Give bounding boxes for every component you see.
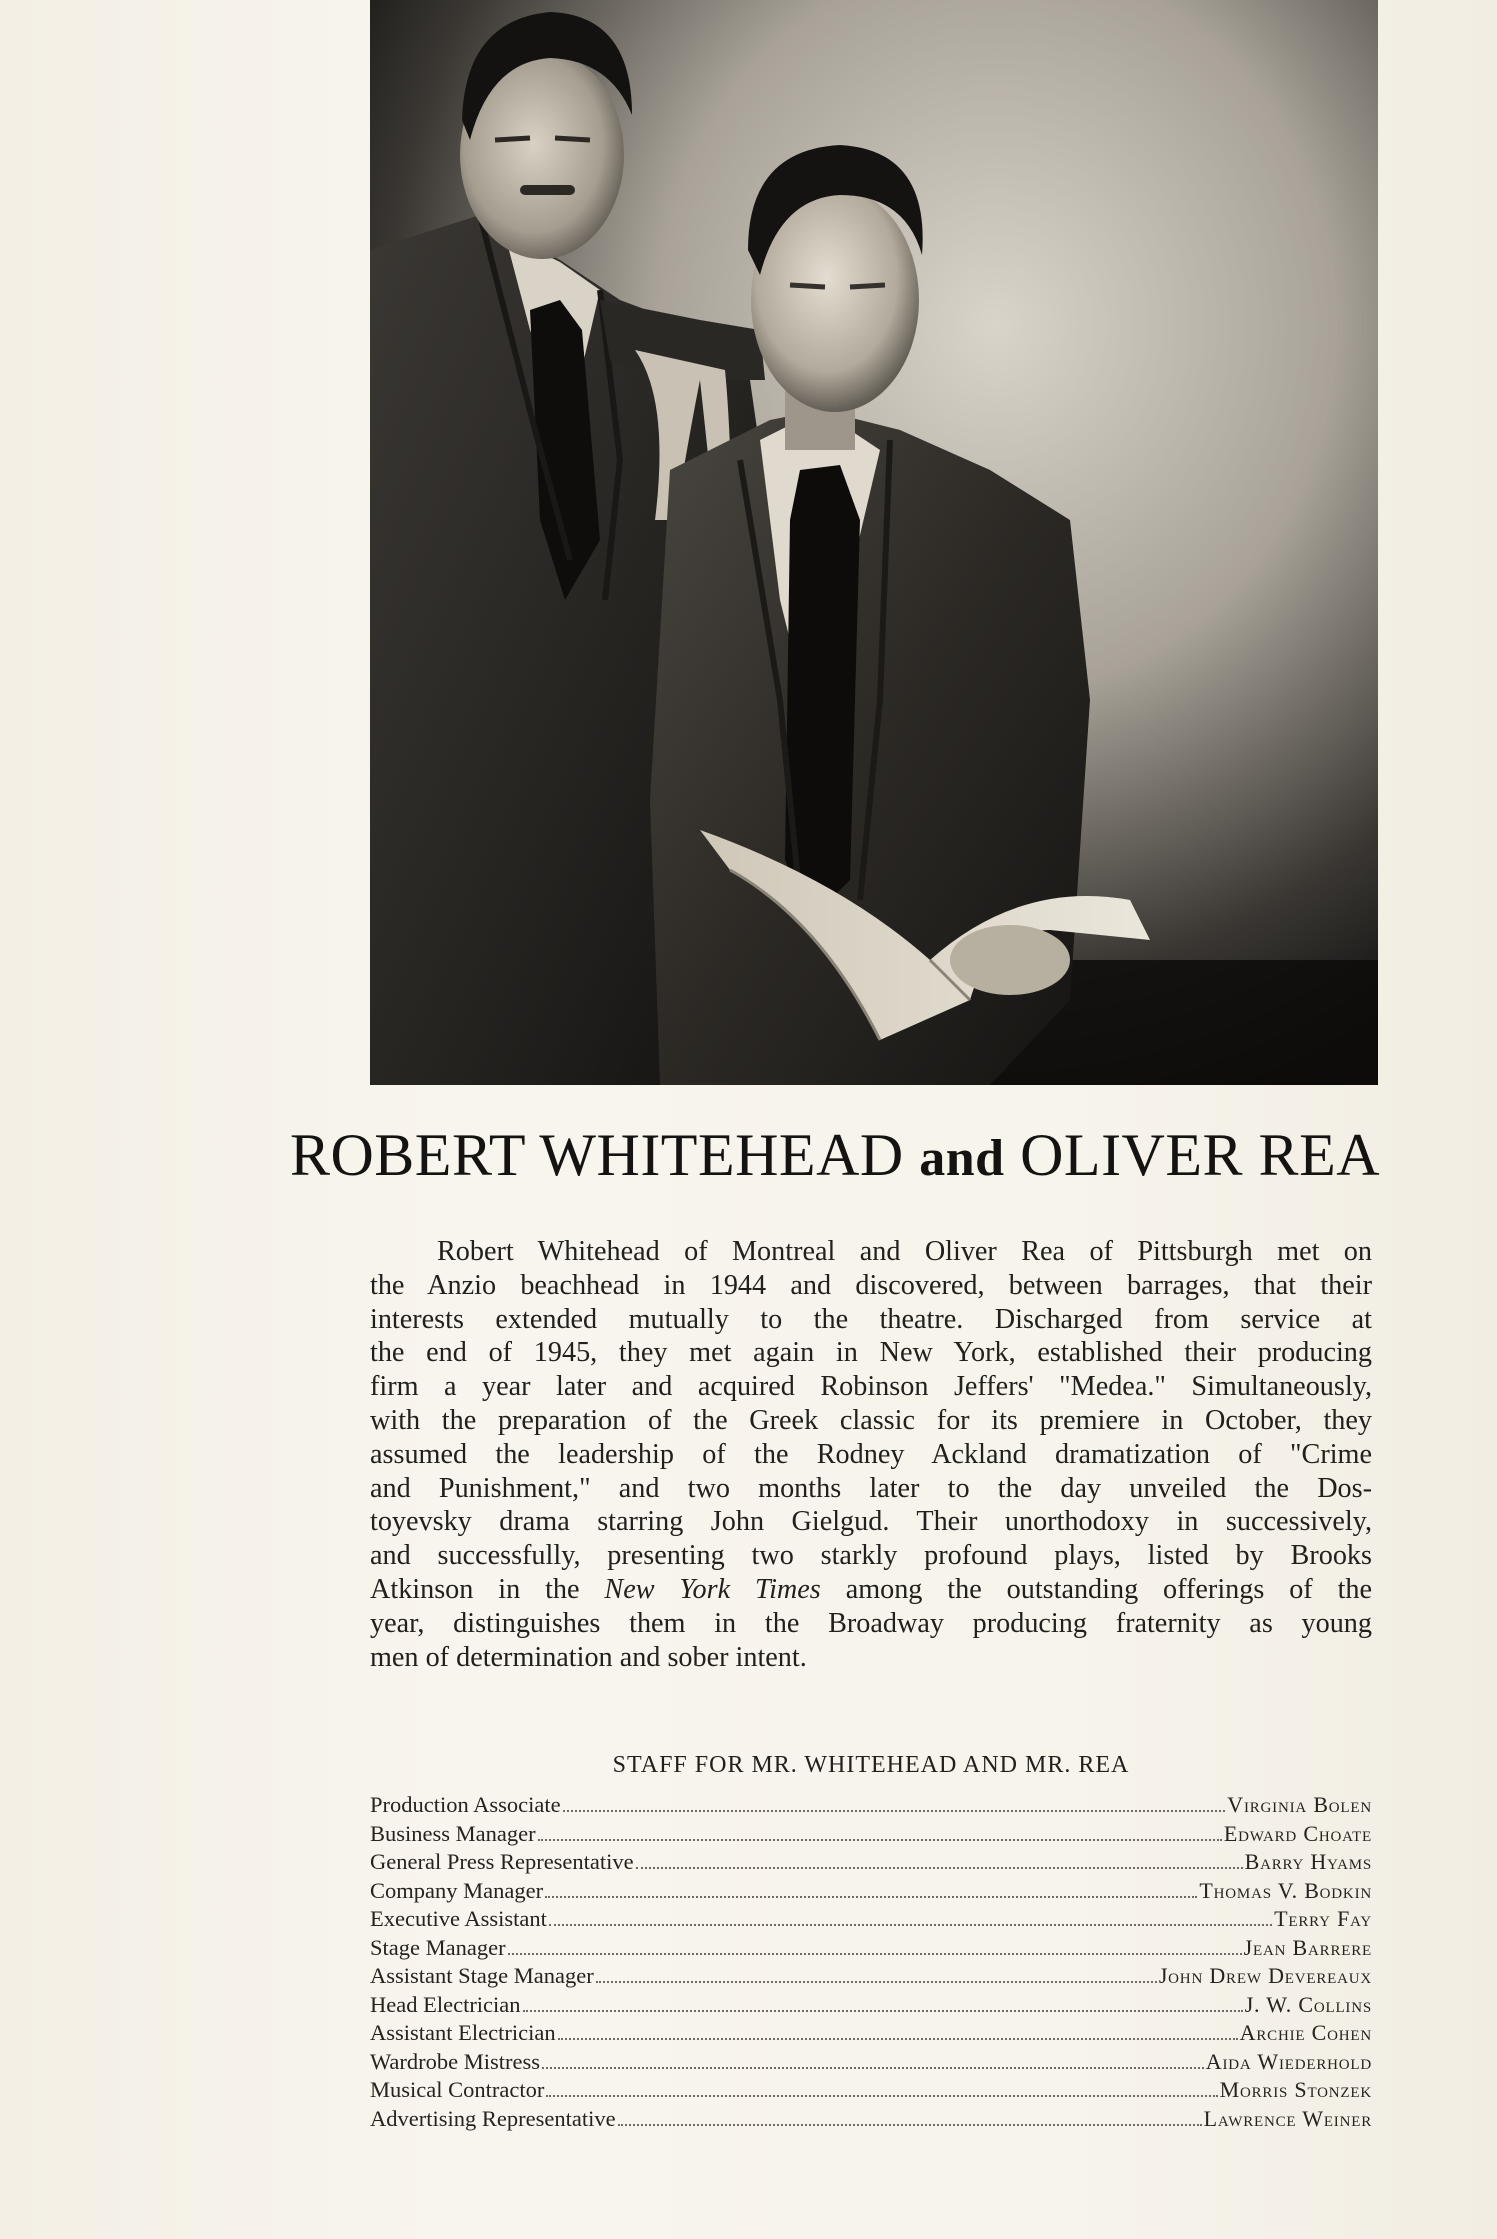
biography-paragraph	[370, 1235, 1372, 1674]
dot-leader	[542, 2067, 1204, 2069]
bio-line: Robert Whitehead of Montreal and Oliver Rea of Pittsburgh met on	[437, 1236, 1372, 1267]
staff-name: Jean Barrere	[1243, 1934, 1372, 1960]
bio-line: firm a year later and acquired Robinson Jeffers' "Medea." Simultaneously,	[370, 1371, 1372, 1403]
page-title	[200, 1120, 1470, 1194]
staff-role: Stage Manager	[370, 1934, 506, 1960]
staff-role: Executive Assistant	[370, 1906, 547, 1931]
bio-line: toyevsky drama starring John Gielgud. Their unorthodoxy in successively,	[370, 1506, 1372, 1538]
staff-row	[370, 2049, 1372, 2078]
dot-leader	[563, 1810, 1226, 1812]
staff-list	[370, 1792, 1372, 2134]
staff-role: Wardrobe Mistress	[370, 2048, 541, 2074]
dot-leader	[523, 2010, 1243, 2012]
bio-line: and Punishment," and two months later to the day unveiled the Dos-	[370, 1472, 1372, 1504]
staff-role: Head Electrician	[370, 1991, 521, 2017]
staff-row	[370, 1792, 1372, 1821]
dot-leader	[618, 2124, 1202, 2126]
bio-line: year, distinguishes them in the Broadway producing fraternity as young	[370, 1607, 1372, 1639]
staff-row	[370, 1906, 1372, 1935]
bio-line	[370, 1573, 1372, 1607]
portrait-illustration	[370, 0, 1378, 1085]
staff-role: General Press Representative	[370, 1849, 634, 1874]
staff-name: Morris Stonzek	[1219, 2077, 1372, 2102]
staff-heading: STAFF FOR MR. WHITEHEAD AND MR. REA	[612, 1752, 1130, 1778]
bio-line: men of determination and sober intent.	[370, 1641, 807, 1673]
dot-leader	[545, 1896, 1197, 1898]
staff-role: Musical Contractor	[370, 2077, 545, 2102]
bio-line: interests extended mutually to the theatre. Discharged from service at	[370, 1303, 1372, 1335]
dot-leader	[558, 2038, 1238, 2040]
staff-row	[370, 1878, 1372, 1907]
staff-role: Production Associate	[370, 1792, 561, 1817]
staff-role: Assistant Electrician	[370, 2020, 556, 2045]
bio-line: the Anzio beachhead in 1944 and discovered, between barrages, that their	[370, 1269, 1372, 1301]
staff-name: Terry Fay	[1274, 1906, 1372, 1931]
title-name-2: OLIVER REA	[1020, 1122, 1381, 1188]
newspaper-title: New York Times	[604, 1573, 821, 1605]
staff-name: Edward Choate	[1223, 1820, 1372, 1846]
staff-name: Aida Wiederhold	[1205, 2048, 1372, 2074]
staff-role: Company Manager	[370, 1877, 544, 1903]
staff-row	[370, 1849, 1372, 1878]
title-name-1: ROBERT WHITEHEAD	[289, 1122, 904, 1188]
staff-name: John Drew Devereaux	[1158, 1963, 1372, 1988]
dot-leader	[549, 1924, 1272, 1926]
staff-row	[370, 1992, 1372, 2021]
staff-name: Archie Cohen	[1239, 2020, 1372, 2045]
staff-name: Thomas V. Bodkin	[1199, 1877, 1372, 1903]
staff-role: Advertising Representative	[370, 2105, 616, 2131]
dot-leader	[546, 2095, 1217, 2097]
staff-name: Virginia Bolen	[1227, 1792, 1372, 1817]
staff-role: Assistant Stage Manager	[370, 1963, 594, 1988]
staff-name: Lawrence Weiner	[1203, 2105, 1372, 2131]
bio-text: Atkinson in the	[370, 1573, 580, 1605]
dot-leader	[538, 1839, 1222, 1841]
dot-leader	[508, 1953, 1242, 1955]
bio-line: the end of 1945, they met again in New York, established their producing	[370, 1337, 1372, 1369]
staff-role: Business Manager	[370, 1820, 536, 1846]
staff-row	[370, 2020, 1372, 2049]
staff-name: Barry Hyams	[1244, 1849, 1372, 1874]
dot-leader	[596, 1981, 1157, 1983]
bio-line: with the preparation of the Greek classic for its premiere in October, they	[370, 1404, 1372, 1436]
staff-row	[370, 2106, 1372, 2135]
staff-name: J. W. Collins	[1244, 1991, 1372, 2017]
staff-row	[370, 1935, 1372, 1964]
bio-line: assumed the leadership of the Rodney Ackland dramatization of "Crime	[370, 1438, 1372, 1470]
staff-row	[370, 1963, 1372, 1992]
staff-row	[370, 1821, 1372, 1850]
bio-text: among the outstanding offerings of the	[845, 1573, 1373, 1605]
bio-line: and successfully, presenting two starkly profound plays, listed by Brooks	[370, 1540, 1372, 1572]
staff-row	[370, 2077, 1372, 2106]
title-conjunction: and	[919, 1130, 1005, 1187]
dot-leader	[636, 1867, 1243, 1869]
portrait-photo	[370, 0, 1378, 1085]
